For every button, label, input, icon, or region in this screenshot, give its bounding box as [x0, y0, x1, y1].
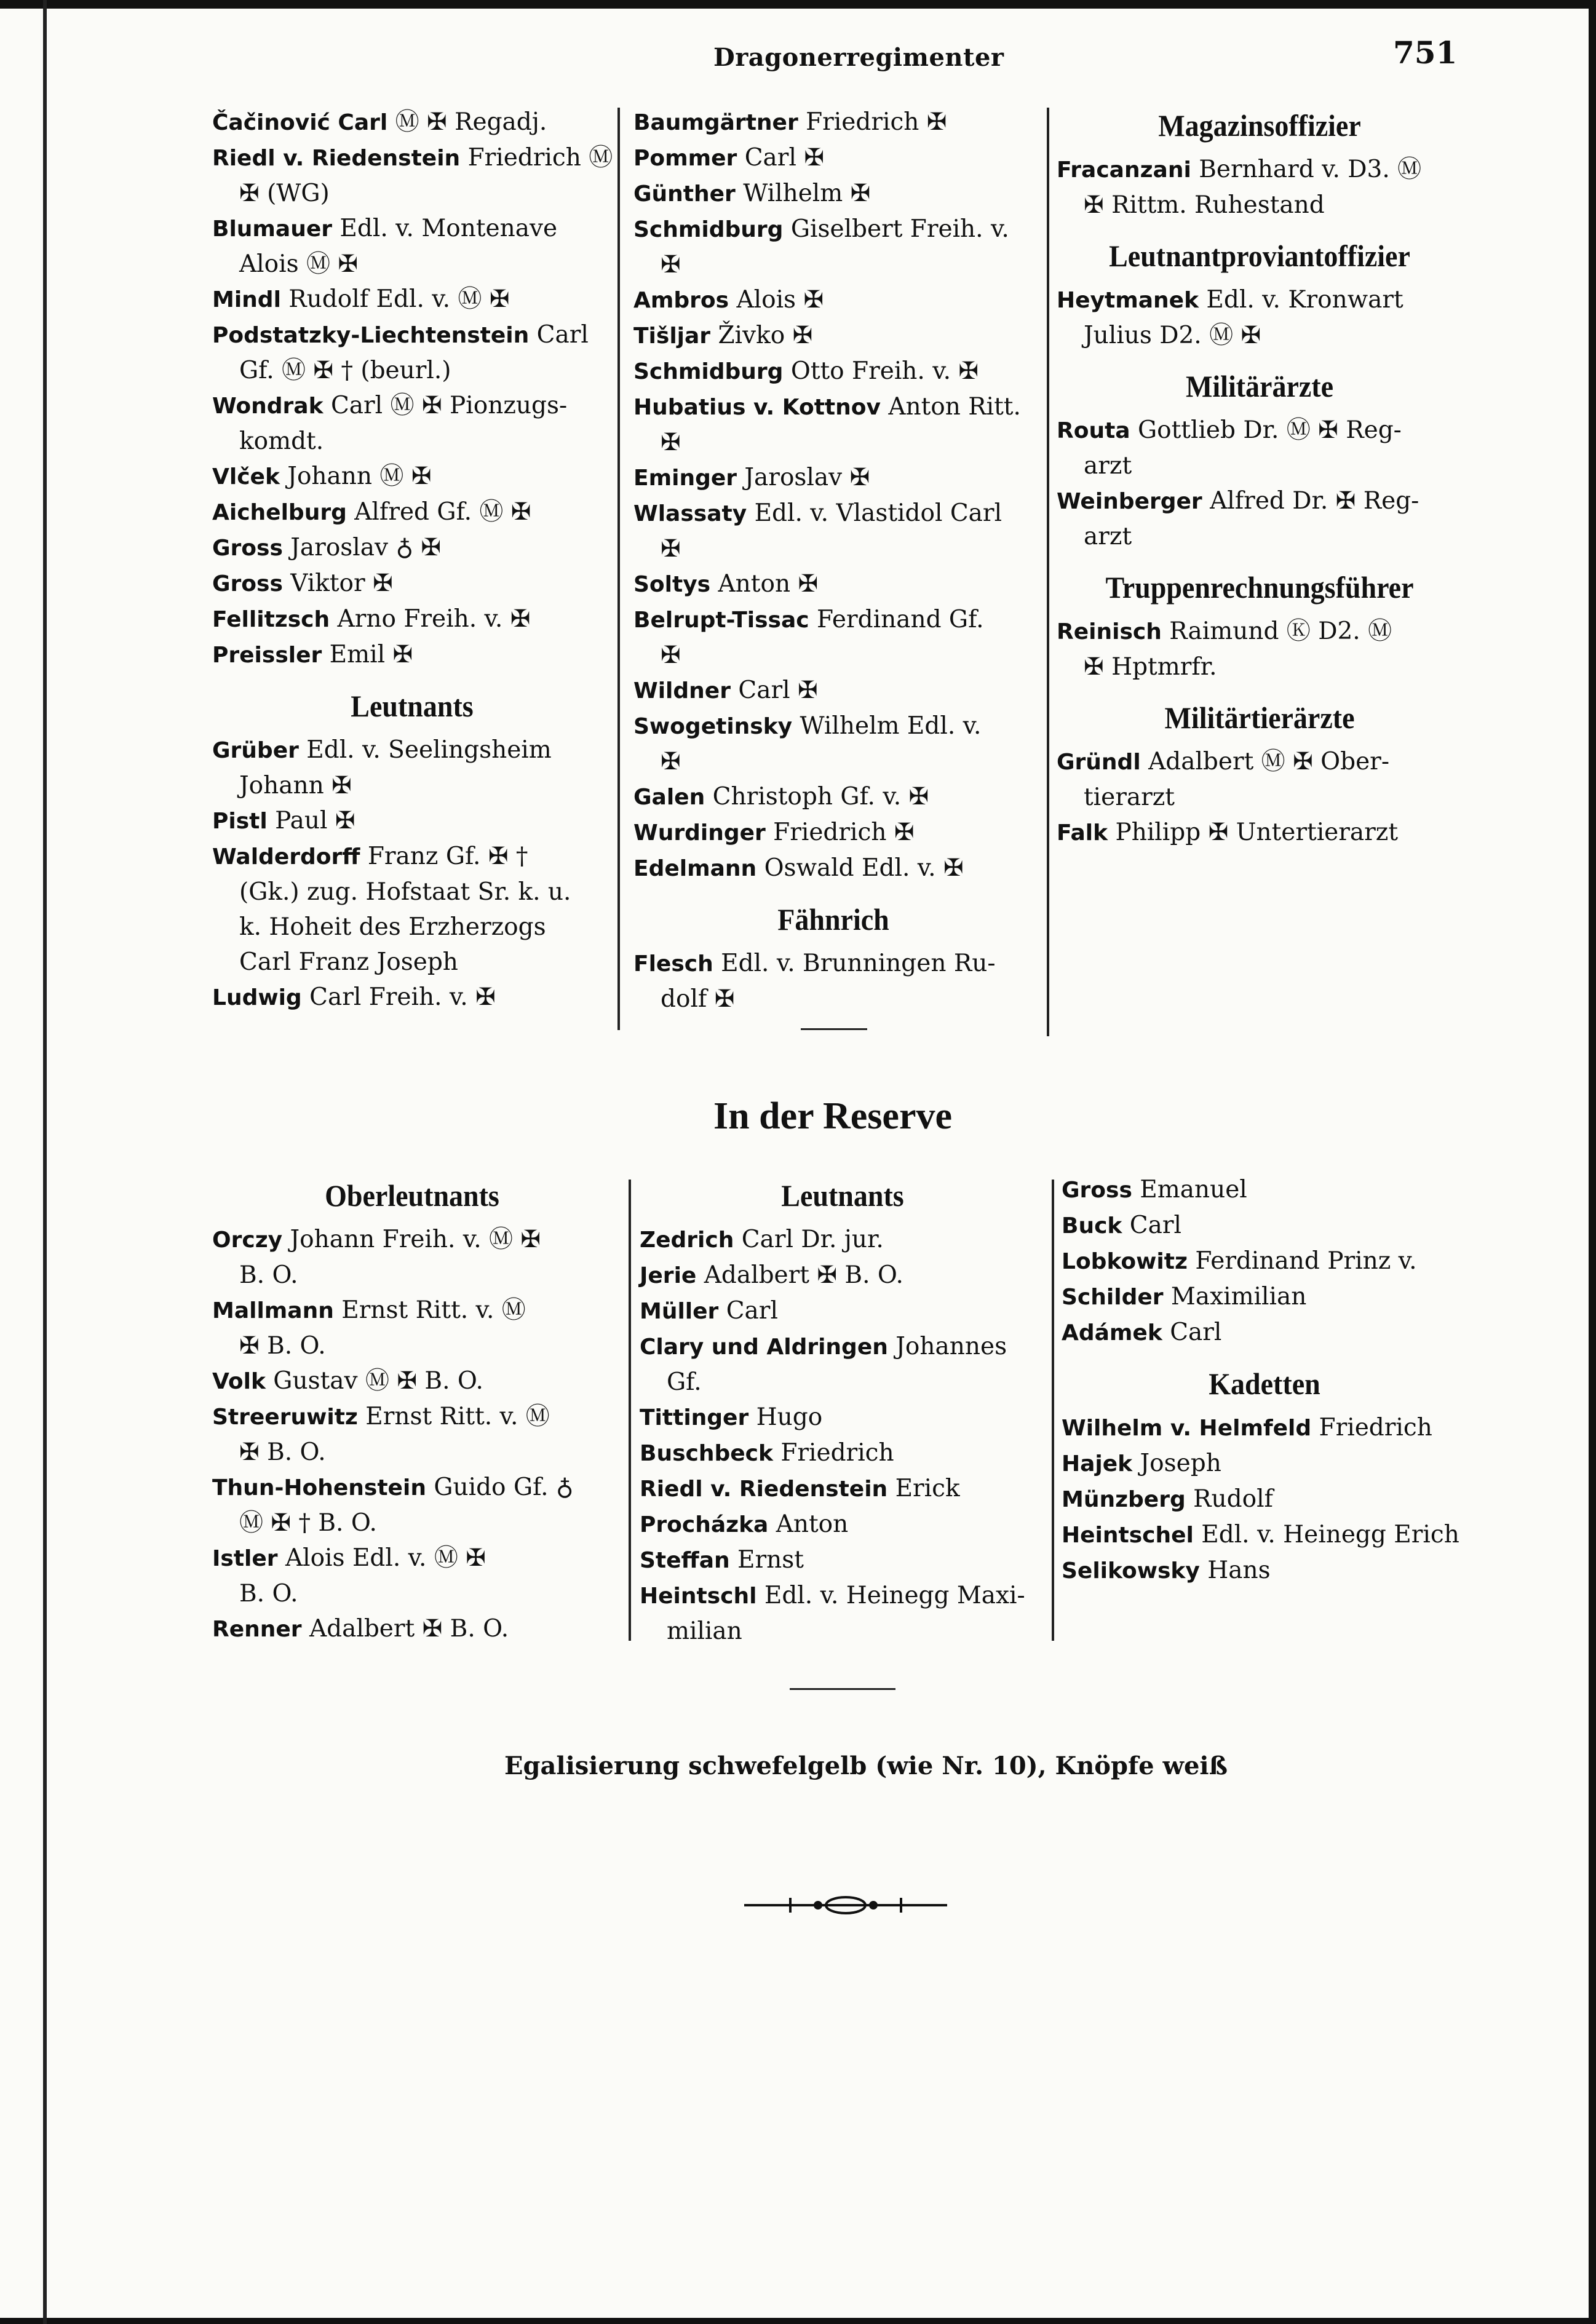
roster-entry — [1057, 448, 1463, 483]
entry-details: Rudolf — [1185, 1485, 1273, 1513]
entry-details: Edl. v. Seelingsheim — [298, 736, 552, 764]
entry-details: B. O. — [239, 1261, 298, 1289]
surname: Volk — [212, 1369, 266, 1394]
entry-details: Carl ✠ — [730, 676, 818, 704]
entry-details: Alois Edl. v. Ⓜ ✠ — [277, 1544, 486, 1572]
entry-details: ✠ B. O. — [239, 1438, 326, 1466]
reserve-left-column — [212, 1162, 612, 1647]
roster-entry — [1057, 519, 1463, 554]
roster-entry — [640, 1507, 1046, 1542]
entry-details: Bernhard v. D3. Ⓜ — [1191, 156, 1422, 183]
roster-entry — [212, 530, 612, 566]
surname: Pommer — [633, 146, 737, 171]
roster-entry — [212, 1293, 612, 1328]
entry-details: Oswald Edl. v. ✠ — [756, 854, 964, 882]
surname: Orczy — [212, 1227, 283, 1253]
entry-details: tierarzt — [1084, 783, 1175, 811]
divider-rule — [790, 1688, 895, 1690]
surname: Eminger — [633, 466, 737, 491]
roster-entry — [212, 839, 612, 874]
surname: Grüber — [212, 738, 299, 763]
entry-details: Edl. v. Montenave — [332, 215, 558, 242]
entry-details: ✠ — [661, 748, 681, 775]
entry-details: Ernst Ritt. v. Ⓜ — [333, 1296, 526, 1324]
entry-details: Jaroslav ♁ ✠ — [282, 534, 442, 561]
roster-entry — [212, 1541, 612, 1576]
roster-entry — [633, 425, 1033, 460]
roster-entry — [212, 176, 612, 211]
roster-entry — [633, 602, 1033, 638]
roster-entry — [633, 744, 1033, 779]
surname: Steffan — [640, 1548, 730, 1573]
entry-details: Wilhelm ✠ — [735, 180, 871, 207]
roster-entry — [633, 779, 1033, 815]
roster-entry — [212, 732, 612, 768]
reserve-title: In der Reserve — [713, 1095, 952, 1137]
entry-details: ✠ — [661, 251, 681, 279]
roster-entry — [633, 247, 1033, 282]
entry-details: Anton ✠ — [710, 570, 819, 598]
entry-details: dolf ✠ — [661, 985, 735, 1013]
surname: Aichelburg — [212, 500, 347, 525]
roster-entry — [212, 566, 612, 601]
section-heading-faehnrich: Fähnrich — [777, 902, 889, 937]
roster-entry — [212, 282, 612, 317]
roster-entry — [640, 1365, 1046, 1400]
entry-details: Friedrich ✠ — [765, 819, 915, 846]
surname: Baumgärtner — [633, 110, 798, 135]
roster-entry — [633, 212, 1033, 247]
entry-details: Johann Freih. v. Ⓜ ✠ — [282, 1226, 541, 1253]
entry-details: milian — [667, 1617, 742, 1645]
roster-entry — [1062, 1315, 1467, 1350]
upper-left-column — [212, 105, 612, 1015]
entry-details: Ferdinand Prinz v. — [1187, 1247, 1417, 1275]
surname: Zedrich — [640, 1227, 734, 1253]
roster-entry — [633, 851, 1033, 886]
roster-entry — [1062, 1517, 1467, 1553]
roster-entry — [212, 1328, 612, 1363]
roster-entry — [212, 353, 612, 388]
entry-details: Adalbert Ⓜ ✠ Ober- — [1140, 748, 1389, 775]
roster-entry — [633, 673, 1033, 708]
roster-entry — [212, 601, 612, 637]
entry-details: Johannes — [887, 1333, 1007, 1360]
roster-entry — [212, 1435, 612, 1470]
entry-details: Rudolf Edl. v. Ⓜ ✠ — [280, 285, 510, 313]
roster-entry — [640, 1542, 1046, 1578]
section-heading-leutnants: Leutnants — [351, 689, 474, 724]
surname: Gross — [212, 536, 283, 561]
entry-details: k. Hoheit des Erzherzogs — [239, 913, 546, 941]
entry-details: Živko ✠ — [710, 322, 813, 349]
roster-entry — [640, 1400, 1046, 1435]
surname: Istler — [212, 1546, 278, 1571]
surname: Reinisch — [1057, 619, 1162, 644]
roster-entry — [1057, 413, 1463, 448]
entry-details: Giselbert Freih. v. — [783, 215, 1009, 243]
entry-details: Carl Dr. jur. — [734, 1226, 884, 1253]
entry-details: Friedrich — [772, 1439, 894, 1467]
roster-entry — [212, 910, 612, 945]
entry-details: Maximilian — [1163, 1283, 1307, 1311]
roster-entry — [640, 1293, 1046, 1329]
entry-details: Carl — [718, 1297, 778, 1325]
roster-entry — [633, 531, 1033, 566]
surname: Fellitzsch — [212, 607, 330, 632]
section-heading: Militärtierärzte — [1164, 700, 1355, 736]
roster-entry — [1057, 614, 1463, 649]
roster-entry — [633, 982, 1033, 1017]
entry-details: Alois Ⓜ ✠ — [239, 250, 359, 278]
roster-entry — [212, 1222, 612, 1258]
entry-details: arzt — [1084, 523, 1132, 550]
entry-details: ✠ B. O. — [239, 1332, 326, 1360]
scan-border-left — [43, 0, 47, 2324]
surname: Galen — [633, 785, 705, 810]
entry-details: Friedrich — [1311, 1414, 1432, 1442]
entry-details: Emil ✠ — [322, 641, 413, 668]
entry-details: Johann Ⓜ ✠ — [279, 462, 432, 490]
roster-entry — [212, 768, 612, 803]
surname: Preissler — [212, 643, 322, 668]
entry-details: Ernst — [729, 1546, 804, 1574]
roster-entry — [212, 459, 612, 494]
roster-entry — [633, 282, 1033, 318]
entry-details: Ⓜ ✠ Regadj. — [387, 108, 547, 136]
running-header: Dragonerregimenter — [713, 43, 1004, 72]
surname: Hubatius v. Kottnov — [633, 395, 881, 420]
roster-entry — [1062, 1243, 1467, 1279]
entry-details: Otto Freih. v. ✠ — [783, 357, 979, 385]
entry-details: Edl. v. Vlastidol Carl — [747, 499, 1002, 527]
surname: Wlassaty — [633, 501, 747, 526]
roster-entry — [1062, 1446, 1467, 1481]
roster-entry — [633, 566, 1033, 602]
surname: Wondrak — [212, 394, 324, 419]
entry-details: ✠ — [661, 429, 681, 456]
roster-entry — [212, 874, 612, 910]
scan-border-right — [1589, 0, 1596, 2324]
entry-details: Joseph — [1132, 1450, 1221, 1477]
roster-entry — [640, 1578, 1046, 1614]
surname: Mindl — [212, 287, 281, 312]
footnote: Egalisierung schwefelgelb (wie Nr. 10), Knöpfe weiß — [504, 1751, 1228, 1780]
upper-middle-column — [633, 105, 1033, 1017]
surname: Tittinger — [640, 1405, 749, 1430]
roster-entry — [212, 388, 612, 424]
short-rule — [801, 1028, 867, 1030]
roster-entry — [633, 354, 1033, 389]
surname: Vlček — [212, 464, 280, 490]
roster-entry — [1057, 815, 1463, 851]
scan-border-bottom — [0, 2318, 1596, 2324]
entry-details: Arno Freih. v. ✠ — [330, 605, 531, 633]
roster-entry — [1062, 1481, 1467, 1517]
roster-entry — [212, 211, 612, 247]
column-divider — [1052, 1180, 1054, 1641]
roster-entry — [633, 176, 1033, 212]
surname: Heintschel — [1062, 1523, 1194, 1548]
surname: Lobkowitz — [1062, 1249, 1188, 1274]
roster-entry — [633, 140, 1033, 176]
surname: Heytmanek — [1057, 288, 1199, 313]
entry-details: Paul ✠ — [267, 807, 355, 835]
column-divider — [1047, 108, 1049, 1036]
entry-details: ✠ Hptmrfr. — [1084, 653, 1217, 681]
surname: Fracanzani — [1057, 157, 1191, 183]
surname: Ludwig — [212, 985, 302, 1010]
entry-details: Edl. v. Heinegg Erich — [1193, 1521, 1459, 1549]
entry-details: Gf. Ⓜ ✠ † (beurl.) — [239, 357, 451, 384]
roster-entry — [633, 815, 1033, 851]
surname: Müller — [640, 1299, 719, 1324]
reserve-middle-column — [640, 1162, 1046, 1649]
roster-entry — [633, 496, 1033, 531]
surname: Günther — [633, 181, 736, 207]
entry-details: Ⓜ ✠ † B. O. — [239, 1509, 377, 1537]
entry-details: komdt. — [239, 427, 324, 455]
roster-entry — [640, 1471, 1046, 1507]
roster-entry — [1062, 1208, 1467, 1243]
surname: Wurdinger — [633, 820, 766, 846]
entry-details: Guido Gf. ♁ — [426, 1473, 574, 1501]
roster-entry — [212, 247, 612, 282]
entry-details: Jaroslav ✠ — [737, 464, 870, 491]
section-heading: Truppenrechnungsführer — [1105, 570, 1414, 605]
entry-details: Alfred Gf. Ⓜ ✠ — [346, 498, 531, 526]
surname: Jerie — [640, 1263, 697, 1288]
entry-details: Christoph Gf. v. ✠ — [705, 783, 929, 811]
surname: Heintschl — [640, 1584, 757, 1609]
section-heading-leutnants-reserve: Leutnants — [781, 1178, 904, 1213]
roster-entry — [212, 945, 612, 980]
roster-entry — [633, 389, 1033, 425]
roster-entry — [633, 460, 1033, 496]
roster-entry — [633, 946, 1033, 982]
entry-details: Erick — [887, 1475, 960, 1502]
surname: Wildner — [633, 678, 731, 704]
roster-entry — [1057, 152, 1463, 188]
entry-details: ✠ — [661, 535, 681, 563]
column-divider — [617, 108, 620, 1030]
section-heading: Militärärzte — [1185, 369, 1334, 404]
entry-details: Alfred Dr. ✠ Reg- — [1202, 487, 1419, 515]
entry-details: Carl ✠ — [737, 144, 824, 172]
roster-entry — [633, 638, 1033, 673]
roster-entry — [212, 637, 612, 673]
entry-details: B. O. — [239, 1580, 298, 1608]
surname: Münzberg — [1062, 1487, 1186, 1512]
surname: Buschbeck — [640, 1441, 773, 1466]
page-number: 751 — [1393, 34, 1458, 71]
surname: Ambros — [633, 288, 729, 313]
entry-details: Adalbert ✠ B. O. — [301, 1615, 509, 1643]
section-heading: Magazinsoffizier — [1158, 108, 1361, 143]
surname: Gross — [212, 571, 283, 597]
roster-entry — [640, 1258, 1046, 1293]
entry-details: Gustav Ⓜ ✠ B. O. — [265, 1367, 483, 1395]
surname: Flesch — [633, 951, 713, 977]
surname: Hajek — [1062, 1451, 1133, 1477]
surname: Walderdorff — [212, 844, 360, 870]
surname: Renner — [212, 1617, 302, 1642]
surname: Gross — [1062, 1178, 1132, 1203]
roster-entry — [212, 1258, 612, 1293]
entry-details: ✠ Rittm. Ruhestand — [1084, 191, 1325, 219]
entry-details: Ernst Ritt. v. Ⓜ — [357, 1403, 550, 1430]
roster-entry — [640, 1435, 1046, 1471]
entry-details: Friedrich ✠ — [798, 108, 947, 136]
entry-details: Friedrich Ⓜ — [460, 144, 613, 172]
roster-entry — [1057, 744, 1463, 780]
roster-entry — [1062, 1410, 1467, 1446]
entry-details: Wilhelm Edl. v. — [792, 712, 982, 740]
surname: Edelmann — [633, 856, 757, 881]
roster-entry — [633, 708, 1033, 744]
entry-details: Carl Freih. v. ✠ — [301, 983, 496, 1011]
entry-details: Edl. v. Heinegg Maxi- — [756, 1582, 1025, 1609]
roster-entry — [212, 1505, 612, 1541]
roster-entry — [1057, 780, 1463, 815]
entry-details: (Gk.) zug. Hofstaat Sr. k. u. — [239, 878, 571, 906]
roster-entry — [1062, 1553, 1467, 1588]
entry-details: Carl — [529, 321, 589, 349]
entry-details: Viktor ✠ — [282, 569, 393, 597]
surname: Weinberger — [1057, 489, 1202, 514]
surname: Riedl v. Riedenstein — [640, 1477, 888, 1502]
roster-entry — [212, 980, 612, 1015]
roster-entry — [212, 140, 612, 176]
roster-entry — [212, 494, 612, 530]
entry-details: Anton Ritt. — [880, 393, 1021, 421]
roster-entry — [1057, 483, 1463, 519]
surname: Streeruwitz — [212, 1405, 358, 1430]
surname: Blumauer — [212, 216, 333, 242]
roster-entry — [640, 1329, 1046, 1365]
surname: Podstatzky-Liechtenstein — [212, 323, 530, 348]
entry-details: Carl Ⓜ ✠ Pionzugs- — [323, 392, 568, 419]
roster-entry — [212, 1576, 612, 1611]
surname: Buck — [1062, 1213, 1122, 1239]
surname: Swogetinsky — [633, 714, 793, 739]
entry-details: Alois ✠ — [729, 286, 824, 314]
entry-details: Raimund Ⓚ D2. Ⓜ — [1161, 617, 1392, 645]
entry-details: Franz Gf. ✠ † — [360, 843, 528, 870]
roster-entry — [212, 105, 612, 140]
roster-entry — [1062, 1279, 1467, 1315]
roster-entry — [640, 1222, 1046, 1258]
surname: Belrupt-Tissac — [633, 608, 809, 633]
entry-details: arzt — [1084, 452, 1132, 480]
upper-right-column — [1057, 92, 1463, 851]
roster-entry — [640, 1614, 1046, 1649]
section-heading-kadetten: Kadetten — [1209, 1366, 1320, 1402]
surname: Gründl — [1057, 750, 1141, 775]
scan-border-top — [0, 0, 1596, 9]
surname: Schmidburg — [633, 217, 784, 242]
entry-details: Julius D2. Ⓜ ✠ — [1084, 322, 1261, 349]
roster-entry — [212, 424, 612, 459]
entry-details: Carl — [1122, 1212, 1181, 1239]
surname: Selikowsky — [1062, 1558, 1200, 1584]
entry-details: ✠ — [661, 641, 681, 669]
entry-details: Hans — [1199, 1557, 1271, 1584]
roster-entry — [1062, 1172, 1467, 1208]
surname: Schmidburg — [633, 359, 784, 384]
entry-details: Edl. v. Kronwart — [1199, 286, 1403, 314]
surname: Thun-Hohenstein — [212, 1475, 426, 1501]
roster-entry — [212, 1611, 612, 1647]
entry-details: Hugo — [748, 1403, 823, 1431]
ornament-icon — [744, 1893, 947, 1917]
surname: Procházka — [640, 1512, 769, 1537]
surname: Wilhelm v. Helmfeld — [1062, 1416, 1312, 1441]
roster-entry — [212, 317, 612, 353]
entry-details: Philipp ✠ Untertierarzt — [1108, 819, 1399, 846]
surname: Čačinović Carl — [212, 110, 388, 135]
column-divider — [629, 1180, 631, 1641]
surname: Routa — [1057, 418, 1130, 443]
roster-entry — [1057, 282, 1463, 318]
section-heading: Leutnantproviantoffizier — [1109, 239, 1410, 274]
entry-details: Ferdinand Gf. — [809, 606, 984, 633]
surname: Adámek — [1062, 1320, 1162, 1346]
surname: Mallmann — [212, 1298, 334, 1323]
reserve-right-column — [1062, 1172, 1467, 1588]
surname: Falk — [1057, 820, 1108, 846]
entry-details: Edl. v. Brunningen Ru- — [713, 950, 996, 977]
roster-entry — [633, 105, 1033, 140]
roster-entry — [633, 318, 1033, 354]
roster-entry — [1057, 318, 1463, 353]
roster-entry — [1057, 188, 1463, 223]
entry-details: ✠ (WG) — [239, 180, 330, 207]
surname: Riedl v. Riedenstein — [212, 146, 461, 171]
entry-details: Carl Franz Joseph — [239, 948, 458, 976]
entry-details: Emanuel — [1132, 1176, 1247, 1204]
roster-entry — [212, 803, 612, 839]
roster-entry — [212, 1470, 612, 1505]
entry-details: Johann ✠ — [239, 772, 352, 799]
surname: Tišljar — [633, 323, 711, 349]
roster-entry — [212, 1399, 612, 1435]
entry-details: Gottlieb Dr. Ⓜ ✠ Reg- — [1130, 416, 1402, 444]
roster-entry — [212, 1363, 612, 1399]
surname: Soltys — [633, 572, 711, 597]
surname: Clary und Aldringen — [640, 1335, 888, 1360]
entry-details: Carl — [1162, 1319, 1222, 1346]
section-heading-oberleutnants: Oberleutnants — [325, 1178, 499, 1213]
entry-details: Adalbert ✠ B. O. — [696, 1261, 903, 1289]
roster-entry — [1057, 649, 1463, 684]
surname: Pistl — [212, 809, 268, 834]
entry-details: Anton — [768, 1510, 849, 1538]
entry-details: Gf. — [667, 1368, 702, 1396]
surname: Schilder — [1062, 1285, 1164, 1310]
